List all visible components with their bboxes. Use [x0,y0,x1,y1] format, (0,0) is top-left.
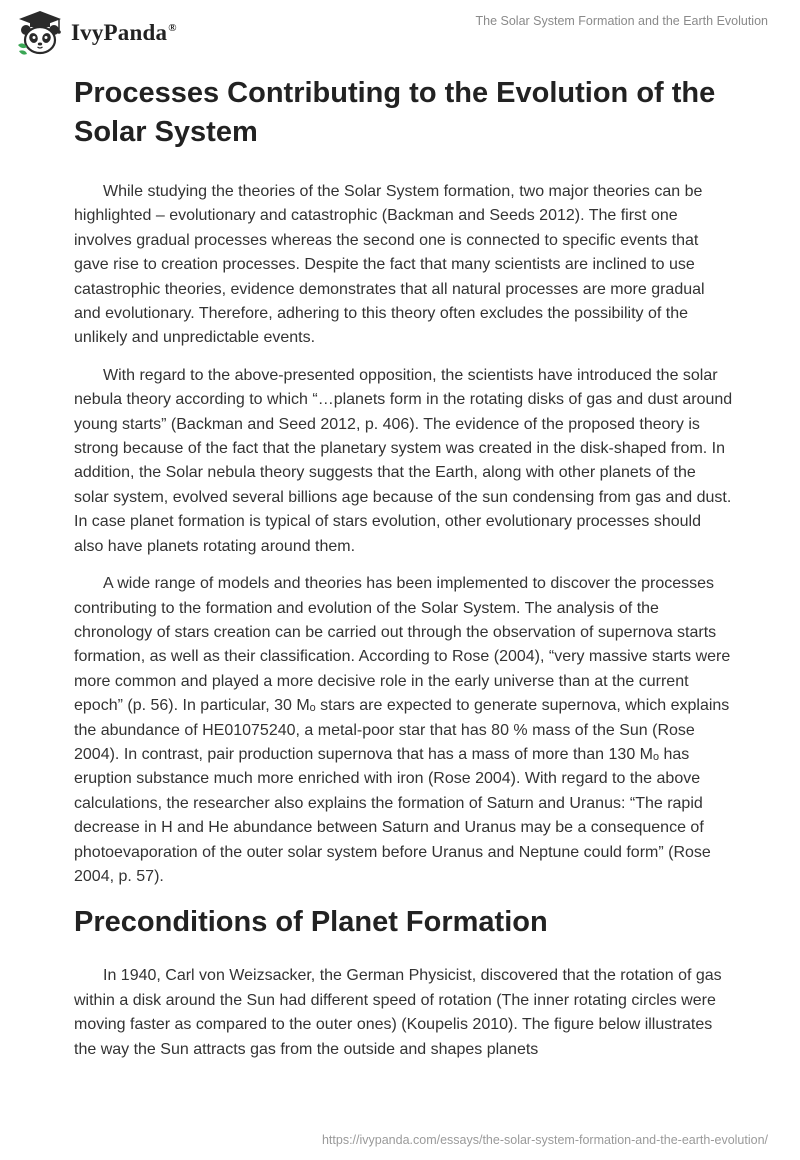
section-heading-preconditions: Preconditions of Planet Formation [74,906,548,939]
page-header [0,0,800,70]
paragraph: While studying the theories of the Solar System formation, two major theories can be highlighted – evolutionary and catastrophic (Backman and Seeds 2012). The first one involves gradual processes whereas the second one is connected to specific events that gave rise to creation processes. Despite the fact that many scientists are inclined to use catastrophic theories, evidence demonstrates that all natural processes are more gradual and evolutionary. Therefore, adhering to this theory often excludes the possibility of the unlikely and unpredictable events. [74,183,705,347]
essay-body [74,74,734,1075]
panda-graduate-icon [15,9,65,57]
paragraph: In 1940, Carl von Weizsacker, the German Physicist, discovered that the rotation of gas within a disk around the Sun had different speed of rotation (The inner rotating circles were moving faster as compared to the outer ones) (Koupelis 2010). The figure below illustrates the way the Sun attracts gas from the outside and shapes planets [74,967,722,1058]
ivypanda-logo[interactable] [15,9,177,57]
section-heading-processes: Processes Contributing to the Evolution of the Solar System [74,77,716,148]
paragraph: A wide range of models and theories has been implemented to discover the processes contributing to the formation and evolution of the Solar System. The analysis of the chronology of stars creation can be carried out through the observation of supernova starts formation, as well as their classification. According to Rose (2004), “very massive starts were more common and played a more decisive role in the early universe than at the current epoch” (p. 56). In particular, 30 Mₒ stars are expected to generate supernova, which explains the abundance of HE01075240, a metal-poor star that has 80 % mass of the Sun (Rose 2004). In contrast, pair production supernova that has a mass of more than 130 Mₒ has eruption substance much more enriched with iron (Rose 2004). With regard to the above calculations, the researcher also explains the formation of Saturn and Uranus: “The rapid decrease in H and He abundance between Saturn and Uranus may be a consequence of photoevaporation of the outer solar system before Uranus and Neptune could form” (Rose 2004, p. 57). [74,575,731,885]
source-url[interactable]: https://ivypanda.com/essays/the-solar-system-formation-and-the-earth-evolution/ [321,1133,768,1147]
paragraph: With regard to the above-presented opposition, the scientists have introduced the solar nebula theory according to which “…planets form in the rotating disks of gas and dust around young starts” (Backman and Seed 2012, p. 406). The evidence of the proposed theory is strong because of the fact that the planetary system was created in the disk-shaped from. In addition, the Solar nebula theory suggests that the Earth, along with other planets of the solar system, evolved several billions age because of the sun condensing from gas and dust. In case planet formation is typical of stars evolution, other evolutionary processes should also have planets rotating around them. [74,366,733,555]
logo-wordmark: IvyPanda® [71,20,177,45]
registered-mark: ® [168,22,177,35]
document-title: The Solar System Formation and the Earth Evolution [475,14,768,28]
